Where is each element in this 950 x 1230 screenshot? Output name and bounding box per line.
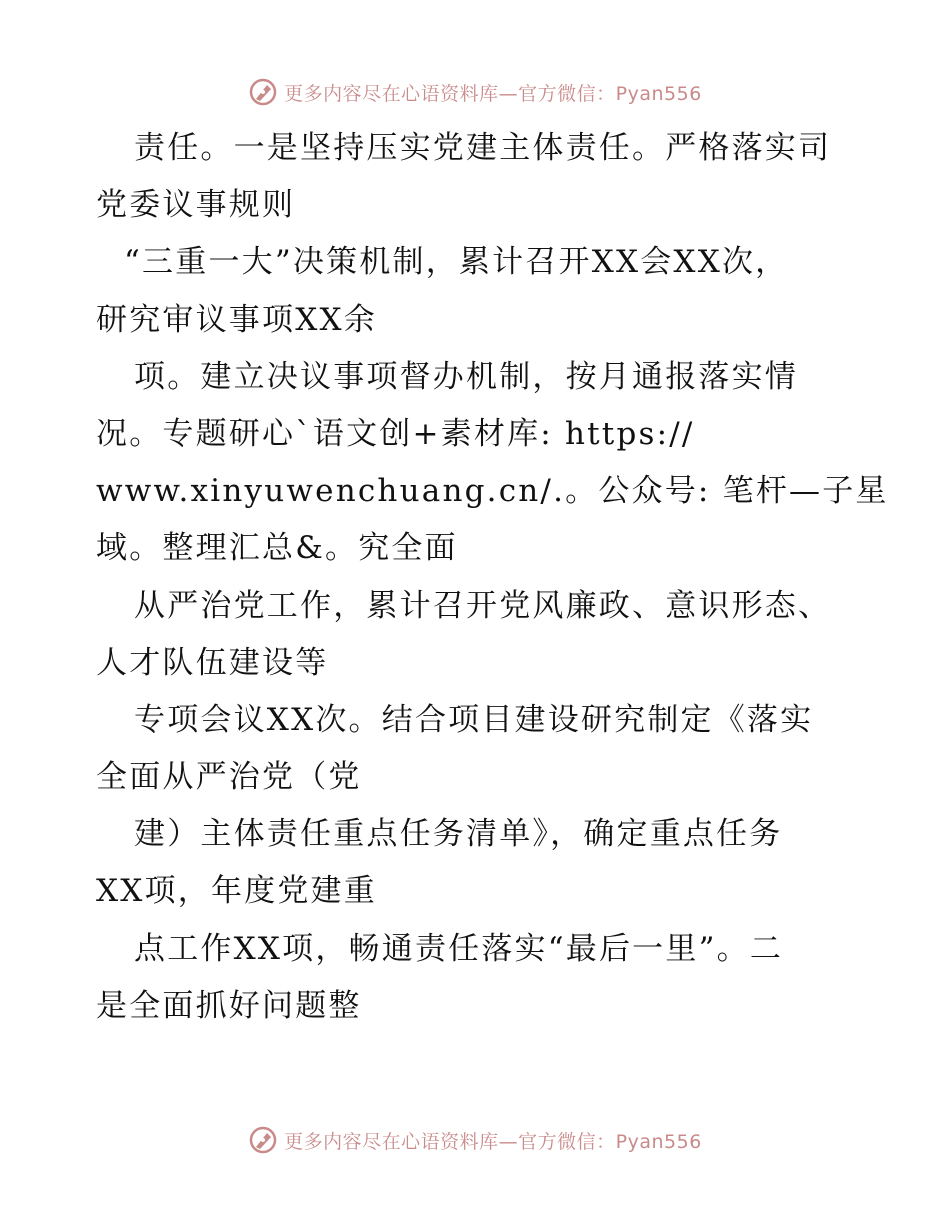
text-line-4: 研究审议事项XX余	[96, 301, 377, 338]
text-line-3: “三重一大”决策机制，累计召开XX会XX次，	[124, 244, 789, 281]
text-line-10: 人才队伍建设等	[96, 644, 329, 681]
text-line-1: 责任。一是坚持压实党建主体责任。严格落实司	[134, 130, 832, 166]
text-line-5: 项。建立决议事项督办机制，按月通报落实情	[134, 358, 798, 395]
document-body	[96, 120, 889, 1035]
pen-nib-logo-icon	[248, 77, 278, 107]
text-line-15: 点工作XX项，畅通责任落实“最后一里”。二	[134, 930, 784, 967]
text-line-2: 党委议事规则	[96, 187, 296, 224]
text-line-16: 是全面抓好问题整	[96, 987, 362, 1024]
header-watermark-text: 更多内容尽在心语资料库—官方微信：Pyan556	[284, 82, 702, 105]
text-line-13: 建）主体责任重点任务清单》，确定重点任务	[134, 816, 783, 853]
text-line-9: 从严治党工作，累计召开党风廉政、意识形态、	[134, 587, 832, 624]
text-line-14: XX项，年度党建重	[96, 873, 377, 910]
header-watermark	[0, 72, 950, 112]
text-line-11: 专项会议XX次。结合项目建设研究制定《落实	[134, 701, 814, 738]
text-line-6: 况。专题研心`语文创+素材库: https://	[96, 415, 695, 452]
text-line-7: www.xinyuwenchuang.cn/.。公众号: 笔杆—子星	[96, 473, 889, 510]
pen-nib-logo-icon	[248, 1125, 278, 1155]
footer-watermark	[0, 1120, 950, 1160]
text-line-8: 域。整理汇总&。究全面	[96, 530, 458, 567]
footer-watermark-text: 更多内容尽在心语资料库—官方微信：Pyan556	[284, 1130, 702, 1153]
text-line-12: 全面从严治党（党	[96, 759, 362, 796]
